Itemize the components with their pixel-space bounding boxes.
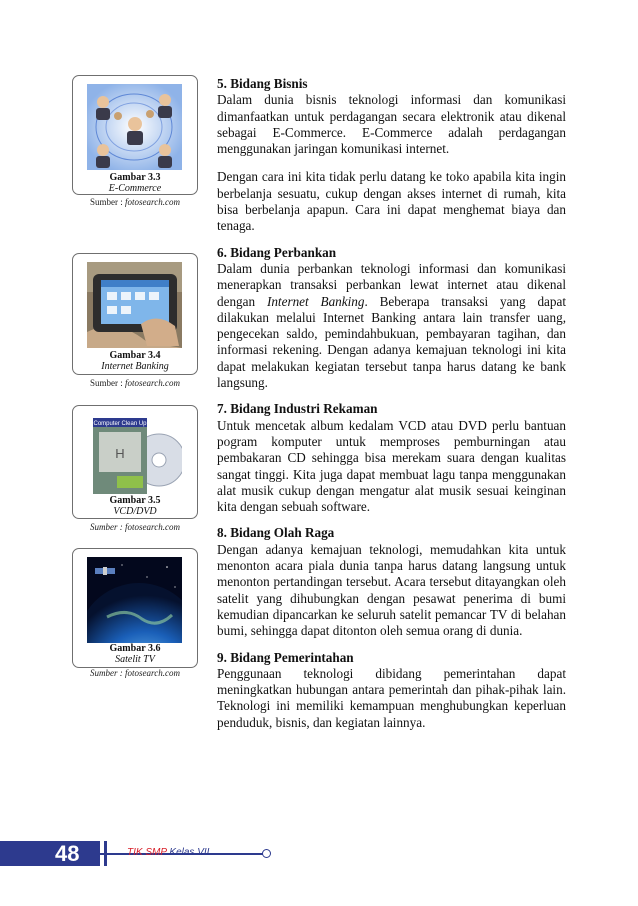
figure-caption: Internet Banking <box>101 361 169 372</box>
source-prefix: Sumber : fotosearch.com <box>90 522 180 532</box>
paragraph: Dengan cara ini kita tidak perlu datang ke toko apabila kita ingin berbelanja sesuatu, cukup dengan akses internet di rumah, kita bisa berbelanja apapun. Cara ini dapat menghemat biaya dan tenaga. <box>217 169 566 234</box>
figure-number: Gambar 3.6 <box>109 643 161 654</box>
book-title <box>127 847 209 858</box>
source-name: fotosearch.com <box>125 197 180 207</box>
section-title: 6. Bidang Perbankan <box>217 244 337 260</box>
satellite-earth-icon <box>87 557 182 643</box>
figure-caption: E-Commerce <box>108 183 162 194</box>
main-content <box>217 76 566 741</box>
people-network-icon <box>87 84 182 170</box>
source-prefix: Sumber : fotosearch.com <box>90 668 180 678</box>
paragraph-text: . Beberapa transaksi yang dapat dilakukan melalui Internet Banking antara lain transfer uang, pengecekan saldo, pemindahbukuan, pembayaran tagihan, dan informasi rekening. Dengan adanya kemajuan teknologi ini kita dapat melakukan kegiatan tersebut tanpa harus datang ke bank langsung. <box>217 293 567 391</box>
page-number-box <box>0 841 100 866</box>
source-prefix: Sumber : <box>90 197 126 207</box>
cd-software-box-icon <box>87 414 182 498</box>
page-number: 48 <box>55 841 80 866</box>
section-title: 8. Bidang Olah Raga <box>217 525 335 541</box>
section-bisnis <box>217 76 566 235</box>
paragraph <box>217 261 566 391</box>
cd-box-label: Computer Clean Up <box>93 421 147 427</box>
section-title: 9. Bidang Pemerintahan <box>217 649 354 665</box>
paragraph: Untuk mencetak album kedalam VCD atau DVD perlu bantuan pogram komputer untuk memproses pemburningan atau pembakaran CD sehingga bisa merekam suara dengan kualitas sangat tinggi. Kita juga dapat membuat lagu tanpa menggunakan alat musik cukup dengan mengatur alat musik sesuai keinginan kita dengan sebuah software. <box>217 417 566 515</box>
figure-caption: VCD/DVD <box>113 506 157 517</box>
section-industri-rekaman <box>217 401 566 515</box>
paragraph-text: Dalam dunia perbankan teknologi informasi dan komunikasi menerapkan transaksi perbankan lewat internet atau dikenal dengan <box>217 260 566 309</box>
paragraph: Penggunaan teknologi dibidang pemerintahan dapat meningkatkan hubungan antara pemerintah dan pihak-pihak lain. Teknologi ini memiliki kemampuan menghubungkan keperluan penduduk, bisnis, dan kegiatan lainnya. <box>217 665 566 730</box>
section-pemerintahan <box>217 650 566 731</box>
section-title: 7. Bidang Industri Rekaman <box>217 401 378 417</box>
book-grade: Kelas VII <box>169 847 210 858</box>
figure-source <box>72 522 198 532</box>
paragraph-italic-term: Internet Banking <box>266 293 365 309</box>
section-title: 5. Bidang Bisnis <box>217 76 308 91</box>
paragraph: Dengan adanya kemajuan teknologi, memudahkan kita untuk menonton acara piala dunia tanpa harus datang langsung untuk menonton pertandingan tersebut. Acara tersebut ditayangkan oleh satelit yang dihubungkan dengan pesawat penerima di bumi kemudian dipancarkan ke seluruh satelit pemancar TV di belahan bumi, sehingga dapat ditonton oleh semua orang di dunia. <box>217 541 566 639</box>
figure-source <box>72 378 198 388</box>
figure-caption: Satelit TV <box>115 654 155 665</box>
figure-number: Gambar 3.5 <box>109 495 161 506</box>
section-perbankan <box>217 245 566 392</box>
figure-vcd-dvd <box>72 405 198 519</box>
section-olah-raga <box>217 525 566 639</box>
figure-number: Gambar 3.3 <box>109 172 161 183</box>
svg-text:H: H <box>115 446 125 461</box>
figure-satelit-tv <box>72 548 198 668</box>
source-prefix: Sumber : <box>90 378 126 388</box>
footer-rule-end-icon <box>262 849 271 858</box>
paragraph: Dalam dunia bisnis teknologi informasi dan komunikasi dimanfaatkan untuk perdagangan secara elektronik atau dikenal sebagai E-Commerce. E-Commerce adalah perdagangan menggunakan jaringan komunikasi internet. <box>217 92 566 157</box>
figure-number: Gambar 3.4 <box>109 350 161 361</box>
handheld-device-icon <box>87 262 182 348</box>
source-name: fotosearch.com <box>125 378 180 388</box>
figure-source <box>72 668 198 678</box>
figure-ecommerce <box>72 75 198 195</box>
footer-separator <box>104 841 107 866</box>
figure-internet-banking <box>72 253 198 375</box>
figure-source <box>72 197 198 207</box>
book-title-name: TIK SMP <box>127 847 167 858</box>
